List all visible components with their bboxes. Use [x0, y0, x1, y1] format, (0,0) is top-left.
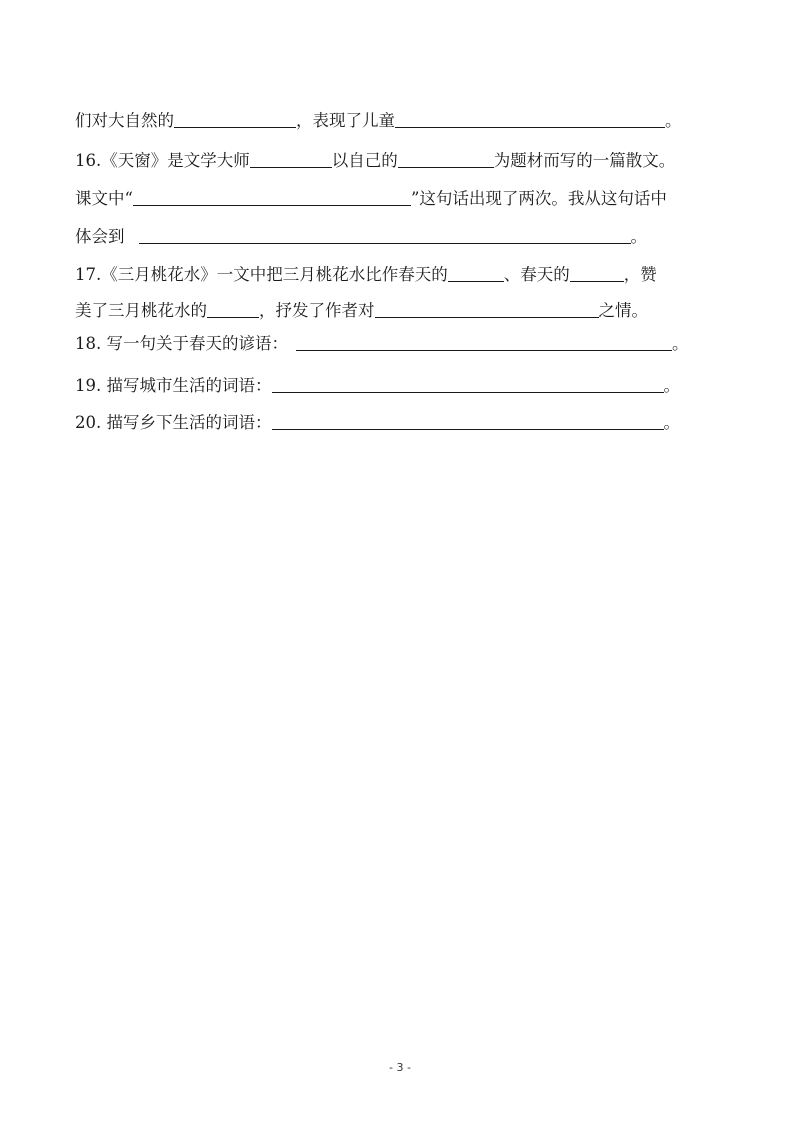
- question-17-text: 17.《三月桃花水》一文中把三月桃花水比作春天的: [75, 265, 448, 284]
- text: 们对大自然的: [75, 111, 174, 130]
- question-16-line-3: [75, 226, 647, 248]
- answer-blank[interactable]: [296, 333, 672, 351]
- question-16-line-1: [75, 150, 675, 172]
- answer-blank[interactable]: [272, 412, 664, 430]
- text: 、春天的: [503, 265, 570, 284]
- question-17-line-2: [75, 300, 648, 322]
- question-19-text: 19. 描写城市生活的词语：: [75, 376, 272, 395]
- answer-blank[interactable]: [139, 226, 631, 244]
- question-16-line-2: [75, 188, 667, 210]
- text: 为题材而写的一篇散文。: [493, 151, 676, 170]
- text: 。: [663, 376, 680, 395]
- question-19: [75, 375, 680, 397]
- text: 。: [672, 334, 689, 353]
- text: 体会到: [75, 227, 125, 246]
- question-18: [75, 333, 689, 355]
- answer-blank[interactable]: [375, 300, 599, 318]
- answer-blank[interactable]: [448, 264, 504, 282]
- answer-blank[interactable]: [250, 150, 332, 168]
- text: 美了三月桃花水的: [75, 301, 207, 320]
- question-17-line-1: [75, 264, 657, 286]
- answer-blank[interactable]: [207, 300, 259, 318]
- text: 。: [665, 111, 682, 130]
- answer-blank[interactable]: [272, 375, 664, 393]
- text: 。: [630, 227, 647, 246]
- line-nature-children: [75, 110, 682, 132]
- answer-blank[interactable]: [174, 110, 296, 128]
- text: 以自己的: [331, 151, 398, 170]
- question-20: [75, 412, 680, 434]
- question-16-text: 16.《天窗》是文学大师: [75, 151, 250, 170]
- text: ”这句话出现了两次。我从这句话中: [410, 189, 667, 208]
- text: ，抒发了作者对: [259, 301, 375, 320]
- text: ，表现了儿童: [296, 111, 395, 130]
- question-20-text: 20. 描写乡下生活的词语：: [75, 413, 272, 432]
- text: ，赞: [623, 265, 657, 284]
- answer-blank[interactable]: [398, 150, 494, 168]
- answer-blank[interactable]: [133, 188, 411, 206]
- page-number: - 3 -: [389, 1061, 411, 1074]
- text: 。: [663, 413, 680, 432]
- answer-blank[interactable]: [570, 264, 624, 282]
- answer-blank[interactable]: [395, 110, 665, 128]
- text: 课文中“: [75, 189, 133, 208]
- question-18-text: 18. 写一句关于春天的谚语：: [75, 334, 288, 353]
- text: 之情。: [598, 301, 648, 320]
